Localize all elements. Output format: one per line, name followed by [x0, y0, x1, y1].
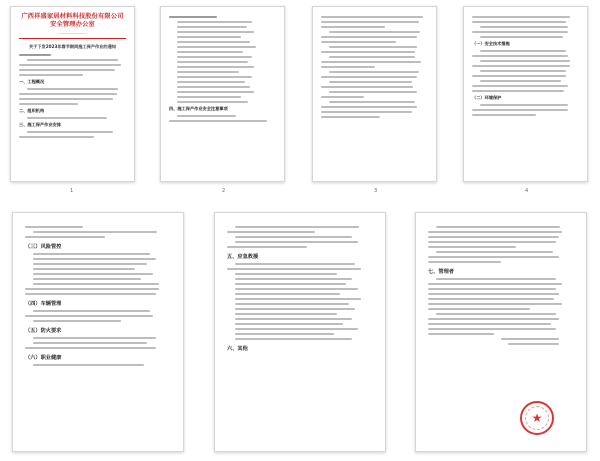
text-line	[480, 26, 568, 28]
section-heading: 四、施工保产作业安全注意事项	[169, 106, 228, 111]
signature-line	[501, 338, 559, 340]
section-heading: 七、管理者	[428, 269, 454, 275]
text-line	[227, 231, 315, 233]
text-line	[235, 236, 352, 238]
red-divider	[19, 38, 126, 39]
text-line	[33, 337, 156, 339]
text-line	[177, 101, 248, 103]
text-line	[472, 55, 568, 57]
text-line	[428, 293, 559, 295]
page-number: 3	[374, 188, 378, 194]
text-line	[169, 120, 267, 122]
text-line	[33, 263, 147, 265]
text-line	[329, 56, 415, 58]
text-line	[33, 231, 157, 233]
text-line	[235, 293, 340, 295]
text-line	[235, 273, 337, 275]
text-line	[235, 283, 346, 285]
text-line	[177, 81, 245, 83]
text-line	[329, 91, 417, 93]
text-line	[428, 298, 554, 300]
text-line	[235, 241, 358, 243]
text-line	[33, 258, 156, 260]
text-line	[235, 278, 352, 280]
section-heading: （一）安全技术措施	[472, 41, 510, 46]
text-line	[25, 315, 153, 317]
text-line	[329, 31, 420, 33]
text-line	[227, 268, 361, 270]
text-line	[428, 323, 551, 325]
office-name: 安全管理办公室	[50, 21, 95, 28]
text-line	[436, 278, 556, 280]
text-line	[321, 86, 413, 88]
text-line	[19, 93, 117, 95]
text-line	[25, 293, 156, 295]
text-line	[177, 21, 252, 23]
text-line	[235, 338, 352, 340]
document-page-6[interactable]	[214, 212, 386, 452]
text-line	[27, 117, 107, 119]
text-line	[428, 328, 556, 330]
text-line	[177, 51, 243, 53]
text-line	[329, 46, 417, 48]
text-line	[33, 278, 141, 280]
text-line	[177, 61, 248, 63]
text-line	[321, 106, 417, 108]
document-page-2[interactable]	[160, 6, 285, 182]
text-line	[235, 226, 359, 228]
document-page-4[interactable]	[463, 6, 588, 182]
official-seal-icon	[520, 401, 554, 435]
text-line	[472, 31, 568, 33]
document-page-1[interactable]	[10, 6, 135, 182]
section-heading: 六、其他	[227, 346, 248, 352]
text-line	[25, 236, 105, 238]
text-line	[227, 246, 307, 248]
text-line	[480, 60, 570, 62]
text-line	[19, 136, 94, 138]
text-line	[472, 75, 566, 77]
notice-title: 关于下发2023年春节期间施工保产作业的通知	[28, 44, 117, 49]
text-line	[472, 21, 566, 23]
page-number: 4	[525, 188, 529, 194]
company-name: 广西祥盛家居材料科技股份有限公司	[21, 13, 124, 20]
text-line	[428, 231, 562, 233]
document-page-7[interactable]	[415, 212, 587, 452]
text-line	[329, 101, 415, 103]
text-line	[428, 333, 494, 335]
text-line	[235, 308, 355, 310]
text-line	[472, 90, 564, 92]
page-number: 2	[222, 188, 226, 194]
text-line	[33, 268, 135, 270]
section-heading: （二）环境保护	[472, 95, 502, 100]
text-line	[19, 69, 115, 71]
text-line	[27, 59, 118, 61]
text-line	[428, 256, 559, 258]
text-line	[321, 96, 364, 98]
text-line	[235, 313, 337, 315]
page-number: 1	[70, 188, 74, 194]
section-heading: （四）车辆管理	[25, 301, 62, 307]
text-line	[321, 111, 412, 113]
text-line	[235, 318, 352, 320]
text-line	[428, 288, 556, 290]
text-line	[19, 64, 121, 66]
text-line	[480, 80, 561, 82]
section-heading: 五、应急救援	[227, 254, 259, 260]
text-line	[472, 65, 570, 67]
text-line	[177, 96, 241, 98]
text-line	[177, 41, 250, 43]
text-line	[33, 342, 147, 344]
text-line	[177, 31, 254, 33]
text-line	[480, 36, 563, 38]
text-line	[33, 364, 144, 366]
text-line	[177, 56, 252, 58]
text-line	[33, 283, 159, 285]
text-line	[33, 320, 121, 322]
text-line	[235, 303, 349, 305]
text-line	[480, 104, 568, 106]
text-line	[235, 298, 361, 300]
text-line	[177, 86, 250, 88]
text-line	[177, 115, 236, 117]
text-line	[177, 66, 254, 68]
text-line	[472, 109, 568, 111]
text-line	[235, 323, 343, 325]
text-line	[329, 81, 412, 83]
text-line	[177, 36, 241, 38]
section-heading: 三、施工保产作业安排	[19, 122, 61, 127]
text-line	[19, 74, 83, 76]
text-line	[436, 313, 556, 315]
text-line	[321, 116, 380, 118]
text-line	[33, 273, 153, 275]
text-line	[480, 70, 566, 72]
text-line	[25, 288, 159, 290]
text-line	[321, 66, 375, 68]
text-line	[177, 26, 247, 28]
text-line	[177, 76, 252, 78]
text-line	[19, 54, 51, 56]
text-line	[177, 91, 254, 93]
text-line	[169, 16, 217, 18]
section-heading: 二、组织机构	[19, 108, 45, 113]
text-line	[235, 288, 358, 290]
section-heading: （五）防火要求	[25, 328, 62, 334]
text-line	[321, 26, 385, 28]
text-line	[321, 41, 396, 43]
text-line	[428, 283, 562, 285]
text-line	[177, 71, 239, 73]
document-number: ————————	[58, 31, 87, 35]
seal-star-icon: ★	[531, 410, 543, 425]
date-line	[508, 343, 559, 345]
text-line	[428, 318, 559, 320]
document-page-3[interactable]	[312, 6, 437, 182]
text-line	[177, 46, 256, 48]
text-line	[329, 71, 419, 73]
text-line	[436, 251, 553, 253]
document-page-5[interactable]	[12, 212, 184, 452]
text-line	[33, 310, 150, 312]
text-line	[428, 246, 516, 248]
text-line	[235, 333, 334, 335]
text-line	[235, 263, 355, 265]
text-line	[33, 253, 150, 255]
text-line	[436, 226, 560, 228]
text-line	[27, 131, 113, 133]
text-line	[472, 16, 570, 18]
text-line	[428, 241, 556, 243]
text-line	[321, 61, 421, 63]
text-line	[27, 88, 118, 90]
text-line	[428, 308, 530, 310]
text-line	[321, 16, 423, 18]
section-heading: 一、工程概况	[19, 79, 45, 84]
text-line	[321, 36, 417, 38]
text-line	[25, 226, 83, 228]
text-line	[25, 347, 156, 349]
section-heading: （六）职业健康	[25, 355, 62, 361]
text-line	[428, 236, 559, 238]
text-line	[19, 98, 113, 100]
text-line	[321, 76, 417, 78]
text-line	[428, 261, 501, 263]
section-heading: （三）风险管控	[25, 244, 62, 250]
text-line	[235, 328, 358, 330]
text-line	[472, 114, 536, 116]
text-line	[19, 103, 78, 105]
text-line	[428, 303, 562, 305]
text-line	[472, 85, 568, 87]
text-line	[321, 21, 419, 23]
text-line	[321, 51, 415, 53]
text-line	[480, 50, 566, 52]
